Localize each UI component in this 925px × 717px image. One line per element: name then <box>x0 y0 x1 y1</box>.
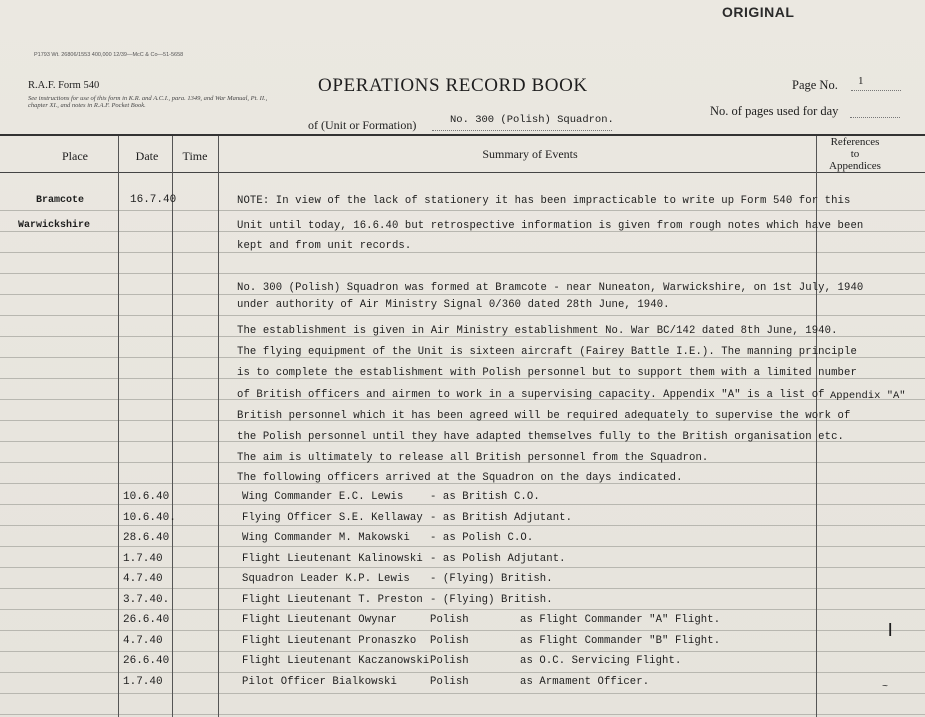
officer-name: Pilot Officer Bialkowski <box>242 676 397 688</box>
ruled-line <box>0 693 925 694</box>
officer-duty: as Flight Commander "A" Flight. <box>520 614 721 626</box>
officer-date: 26.6.40 <box>123 614 170 626</box>
ruled-line <box>0 504 925 505</box>
pages-used-label: No. of pages used for day <box>710 104 839 118</box>
officer-role: Polish <box>430 676 469 688</box>
officer-role: Polish <box>430 614 469 626</box>
ruled-line <box>0 714 925 715</box>
summary-line: Unit until today, 16.6.40 but retrospective information is given from rough notes which have been <box>237 220 864 232</box>
officer-date: 10.6.40. <box>123 512 176 524</box>
summary-line: The following officers arrived at the Squadron on the days indicated. <box>237 472 683 484</box>
summary-line: NOTE: In view of the lack of stationery it has been impracticable to write up Form 540 for this <box>237 195 851 207</box>
ruled-line <box>0 546 925 547</box>
summary-line: British personnel which it has been agreed will be required adequately to supervise the work of <box>237 410 851 422</box>
margin-mark: | <box>886 622 895 638</box>
ruled-line <box>0 252 925 253</box>
page-label: Page No. <box>792 78 838 92</box>
officer-name: Flight Lieutenant T. Preston <box>242 594 423 606</box>
summary-line: No. 300 (Polish) Squadron was formed at Bramcote - near Nuneaton, Warwickshire, on 1st July, 1940 <box>237 282 864 294</box>
ruled-line <box>0 210 925 211</box>
ruled-line <box>0 273 925 274</box>
col-references-line2: to <box>850 148 860 160</box>
appendix-reference: Appendix "A" <box>830 390 906 402</box>
place-cell: Warwickshire <box>18 220 91 231</box>
original-stamp: ORIGINAL <box>722 4 795 20</box>
place-cell: Bramcote <box>36 195 85 206</box>
col-references <box>820 136 890 172</box>
officer-role: - (Flying) British. <box>430 573 553 585</box>
summary-line: kept and from unit records. <box>237 240 412 252</box>
officer-date: 4.7.40 <box>123 635 163 647</box>
page-number: 1 <box>858 75 864 87</box>
officer-duty: as Flight Commander "B" Flight. <box>520 635 721 647</box>
ruled-line <box>0 651 925 652</box>
col-references-line3: Appendices <box>829 160 881 172</box>
ruled-line <box>0 294 925 295</box>
summary-line: the Polish personnel until they have adapted themselves fully to the British organisation etc. <box>237 431 844 443</box>
summary-line: is to complete the establishment with Polish personnel but to support them with a limited number <box>237 367 857 379</box>
ruled-line <box>0 315 925 316</box>
divider-date-time <box>172 136 173 717</box>
pages-used-line <box>850 117 900 118</box>
officer-name: Flight Lieutenant Kalinowski <box>242 553 423 565</box>
officer-name: Flying Officer S.E. Kellaway <box>242 512 423 524</box>
officer-role: - (Flying) British. <box>430 594 553 606</box>
officer-name: Wing Commander E.C. Lewis <box>242 491 404 503</box>
unit-label: of (Unit or Formation) <box>308 118 417 132</box>
date-cell: 16.7.40 <box>130 194 177 206</box>
officer-date: 4.7.40 <box>123 573 163 585</box>
summary-line: The flying equipment of the Unit is sixteen aircraft (Fairey Battle I.E.). The manning principle <box>237 346 857 358</box>
divider-place-date <box>118 136 119 717</box>
ruled-line <box>0 630 925 631</box>
officer-role: Polish <box>430 655 469 667</box>
header-rule <box>0 134 925 136</box>
officer-date: 1.7.40 <box>123 676 163 688</box>
officer-role: - as Polish C.O. <box>430 532 534 544</box>
summary-line: under authority of Air Ministry Signal 0/360 dated 28th June, 1940. <box>237 299 670 311</box>
col-summary: Summary of Events <box>482 147 578 161</box>
officer-duty: as Armament Officer. <box>520 676 650 688</box>
officer-role: - as British C.O. <box>430 491 540 503</box>
officer-duty: as O.C. Servicing Flight. <box>520 655 682 667</box>
page-number-line <box>851 90 901 91</box>
officer-date: 3.7.40. <box>123 594 170 606</box>
summary-line: of British officers and airmen to work in a supervising capacity. Appendix "A" is a list of <box>237 389 825 401</box>
officer-name: Squadron Leader K.P. Lewis <box>242 573 410 585</box>
officer-name: Flight Lieutenant Owynar <box>242 614 397 626</box>
officer-date: 28.6.40 <box>123 532 170 544</box>
officer-name: Wing Commander M. Makowski <box>242 532 410 544</box>
ruled-line <box>0 525 925 526</box>
unit-value: No. 300 (Polish) Squadron. <box>450 114 614 126</box>
officer-role: - as Polish Adjutant. <box>430 553 566 565</box>
officer-date: 1.7.40 <box>123 553 163 565</box>
heading-rule <box>0 172 925 173</box>
ruled-line <box>0 609 925 610</box>
officer-name: Flight Lieutenant Kaczanowski <box>242 655 430 667</box>
col-time: Time <box>182 149 208 163</box>
officer-date: 26.6.40 <box>123 655 170 667</box>
summary-line: The establishment is given in Air Ministry establishment No. War BC/142 dated 8th June, 1940. <box>237 325 838 337</box>
form-title: OPERATIONS RECORD BOOK <box>318 75 588 96</box>
ruled-line <box>0 567 925 568</box>
ruled-line <box>0 588 925 589</box>
form-instructions: See instructions for use of this form in K.R. and A.C.I., para. 1349, and War Manual, Pt. II., chapter XI., and notes in R.A.F. Pocket Book. <box>28 95 268 109</box>
col-date: Date <box>135 149 159 163</box>
col-place: Place <box>62 149 88 163</box>
divider-time-summary <box>218 136 219 717</box>
officer-role: - as British Adjutant. <box>430 512 573 524</box>
printer-line: P1793 Wt. 26806/1553 400,000 12/39—McC & Co—51-5658 <box>34 52 184 58</box>
form-name: R.A.F. Form 540 <box>28 80 100 91</box>
col-references-line1: References <box>830 136 880 148</box>
officer-name: Flight Lieutenant Pronaszko <box>242 635 417 647</box>
officer-role: Polish <box>430 635 469 647</box>
summary-line: The aim is ultimately to release all British personnel from the Squadron. <box>237 452 709 464</box>
unit-line <box>432 130 612 131</box>
ruled-line <box>0 672 925 673</box>
officer-date: 10.6.40 <box>123 491 170 503</box>
margin-mark: ~ <box>882 682 889 693</box>
